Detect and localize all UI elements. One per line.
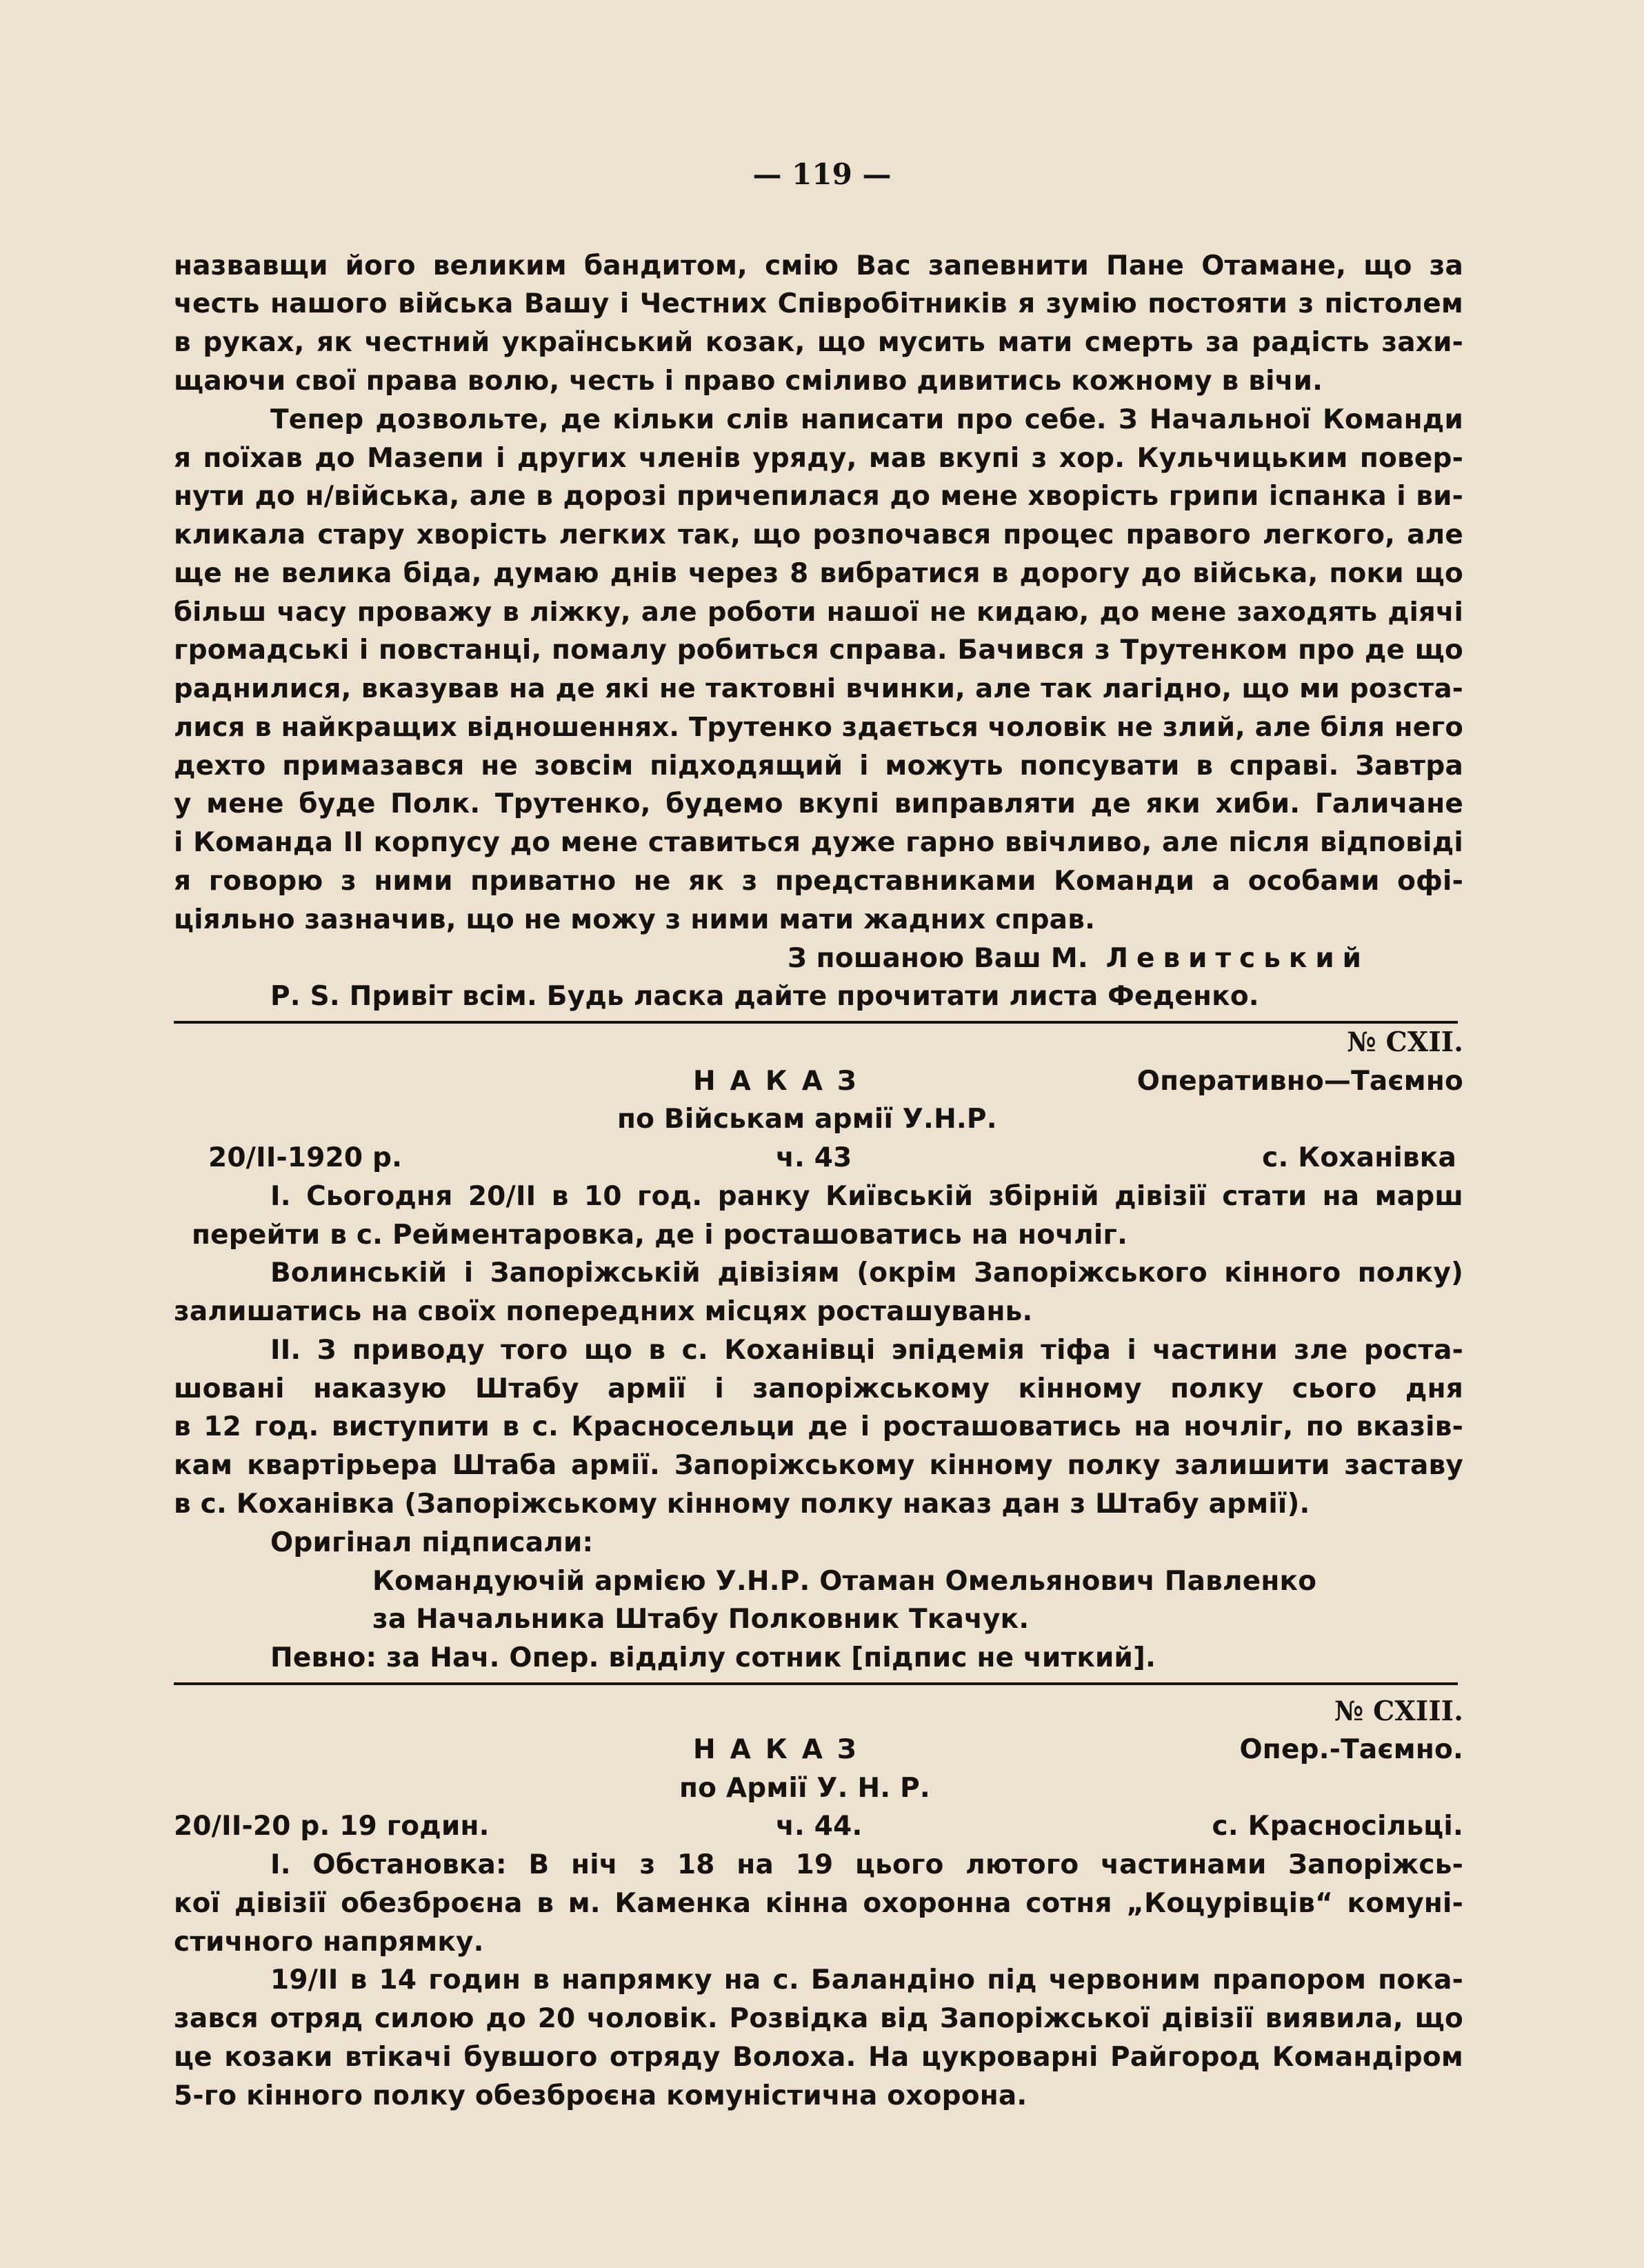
order-classification: Опер.-Таємно. bbox=[1239, 1734, 1463, 1765]
letter-line: дехто примазався не зовсім підходящий і можуть попсувати в справі. Завтра bbox=[174, 750, 1463, 782]
order-line: в с. Коханівка (Запоріжському кінному полку наказ дан з Штабу армії). bbox=[174, 1489, 1310, 1520]
order-line: 5-го кінного полку обезброєна комуністична охорона. bbox=[174, 2080, 1028, 2111]
letter-line: я поїхав до Мазепи і других членів уряду, мав вкупі з хор. Кульчицьким повер- bbox=[174, 443, 1463, 474]
order-date: 20/ІІ-20 р. 19 годин. bbox=[174, 1811, 490, 1842]
signature-name: Левитський bbox=[1105, 943, 1370, 974]
order-line: 19/ІІ в 14 годин в напрямку на с. Баландіно під червоним прапором пока- bbox=[270, 1964, 1463, 1996]
order-place: с. Красносільці. bbox=[1212, 1811, 1463, 1842]
order-title: НАКАЗ bbox=[693, 1066, 871, 1097]
order-line: Волинській і Запоріжській дівізіям (окрім Запоріжського кінного полку) bbox=[270, 1257, 1463, 1289]
order-subtitle: по Армії У. Н. Р. bbox=[679, 1773, 930, 1804]
letter-line: лися в найкращих відношеннях. Трутенко здається чоловік не злий, але біля него bbox=[174, 712, 1463, 743]
letter-line: Тепер дозвольте, де кільки слів написати про себе. З Начальної Команди bbox=[270, 404, 1463, 435]
letter-line: я говорю з ними приватно не як з представниками Команди а особами офі- bbox=[174, 866, 1463, 897]
letter-line: раднилися, вказував на де які не тактовні вчинки, але так лагідно, що ми розста- bbox=[174, 673, 1463, 704]
letter-line: у мене буде Полк. Трутенко, будемо вкупі виправляти де яки хиби. Галичане bbox=[174, 788, 1463, 819]
letter-line: більш часу проважу в ліжку, але роботи нашої не кидаю, до мене заходять діячі bbox=[174, 597, 1463, 628]
letter-line: ціяльно зазначив, що не можу з ними мати жадних справ. bbox=[174, 904, 1096, 935]
letter-signature bbox=[788, 943, 1370, 975]
order-line: І. Сьогодня 20/ІІ в 10 год. ранку Київській збірній дівізії стати на марш bbox=[270, 1181, 1463, 1212]
letter-line: нути до н/війська, але в дорозі причепилася до мене хворість грипи іспанка і ви- bbox=[174, 481, 1463, 512]
letter-line: і Команда ІІ корпусу до мене ставиться дуже гарно ввічливо, але після відповіді bbox=[174, 827, 1463, 858]
signature-prefix: З пошаною Ваш М. bbox=[788, 943, 1088, 974]
letter-line: кликала стару хворість легких так, що розпочався процес правого легкого, але bbox=[174, 519, 1463, 550]
order-subtitle: по Військам армії У.Н.Р. bbox=[617, 1104, 997, 1135]
letter-line: в руках, як честний український козак, що мусить мати смерть за радість захи- bbox=[174, 327, 1463, 358]
order-part: ч. 44. bbox=[776, 1811, 863, 1842]
letter-line: щаючи свої права волю, честь і право сміливо дивитись кожному в вічи. bbox=[174, 366, 1323, 397]
signed-label: Оригінал підписали: bbox=[270, 1527, 594, 1558]
letter-line: честь нашого війська Вашу і Честних Співробітників я зумію постояти з пістолем bbox=[174, 288, 1463, 319]
order-line: шовані наказую Штабу армії і запоріжському кінному полку сього дня bbox=[174, 1373, 1463, 1404]
letter-line: ще не велика біда, думаю днів через 8 вибратися в дорогу до війська, поки що bbox=[174, 558, 1463, 589]
letter-line: громадські і повстанці, помалу робиться справа. Бачився з Трутенком про де що bbox=[174, 635, 1463, 666]
order-line: це козаки втікачі бувшого отряду Волоха. На цукроварні Райгород Командіром bbox=[174, 2042, 1463, 2073]
section-divider bbox=[174, 1682, 1458, 1685]
order-title: НАКАЗ bbox=[693, 1734, 871, 1765]
order-part: ч. 43 bbox=[776, 1142, 852, 1173]
order-line: І. Обстановка: В ніч з 18 на 19 цього лютого частинами Запоріжсь- bbox=[270, 1849, 1463, 1880]
certified-line: Певно: за Нач. Опер. відділу сотник [підпис не читкий]. bbox=[270, 1642, 1156, 1673]
section-divider bbox=[174, 1021, 1458, 1024]
signature-line: за Начальника Штабу Полковник Ткачук. bbox=[372, 1604, 1030, 1635]
order-line: кої дівізії обезброєна в м. Каменка кінна охоронна сотня „Коцурівців“ комуні- bbox=[174, 1888, 1463, 1919]
order-date: 20/ІІ-1920 р. bbox=[208, 1142, 403, 1173]
order-number: № CXII. bbox=[1347, 1026, 1463, 1058]
order-line: залишатись на своїх попередних місцях росташувань. bbox=[174, 1296, 1033, 1327]
order-line: кам квартірьера Штаба армії. Запоріжському кінному полку залишити заставу bbox=[174, 1450, 1463, 1481]
order-line: стичного напрямку. bbox=[174, 1927, 484, 1958]
order-line: ІІ. З приводу того що в с. Коханівці эпідемія тіфа і частини зле роста- bbox=[270, 1335, 1463, 1366]
page-number: — 119 — bbox=[752, 157, 892, 191]
letter-postscript: Р. S. Привіт всім. Будь ласка дайте прочитати листа Феденко. bbox=[270, 981, 1259, 1012]
order-place: с. Коханівка bbox=[1262, 1142, 1456, 1173]
order-classification: Оперативно—Таємно bbox=[1136, 1066, 1463, 1097]
order-number: № CXIII. bbox=[1334, 1695, 1463, 1727]
signature-line: Командуючій армією У.Н.Р. Отаман Омельянович Павленко bbox=[372, 1566, 1317, 1597]
letter-line: назвавщи його великим бандитом, смію Вас запевнити Пане Отамане, що за bbox=[174, 250, 1463, 281]
order-line: перейти в с. Рейментаровка, де і росташоватись на ночліг. bbox=[192, 1220, 1128, 1251]
order-line: в 12 год. виступити в с. Красносельци де і росташоватись на ночліг, по вказів- bbox=[174, 1411, 1463, 1442]
order-line: зався отряд силою до 20 чоловік. Розвідка від Запоріжської дівізії виявила, що bbox=[174, 2003, 1463, 2034]
